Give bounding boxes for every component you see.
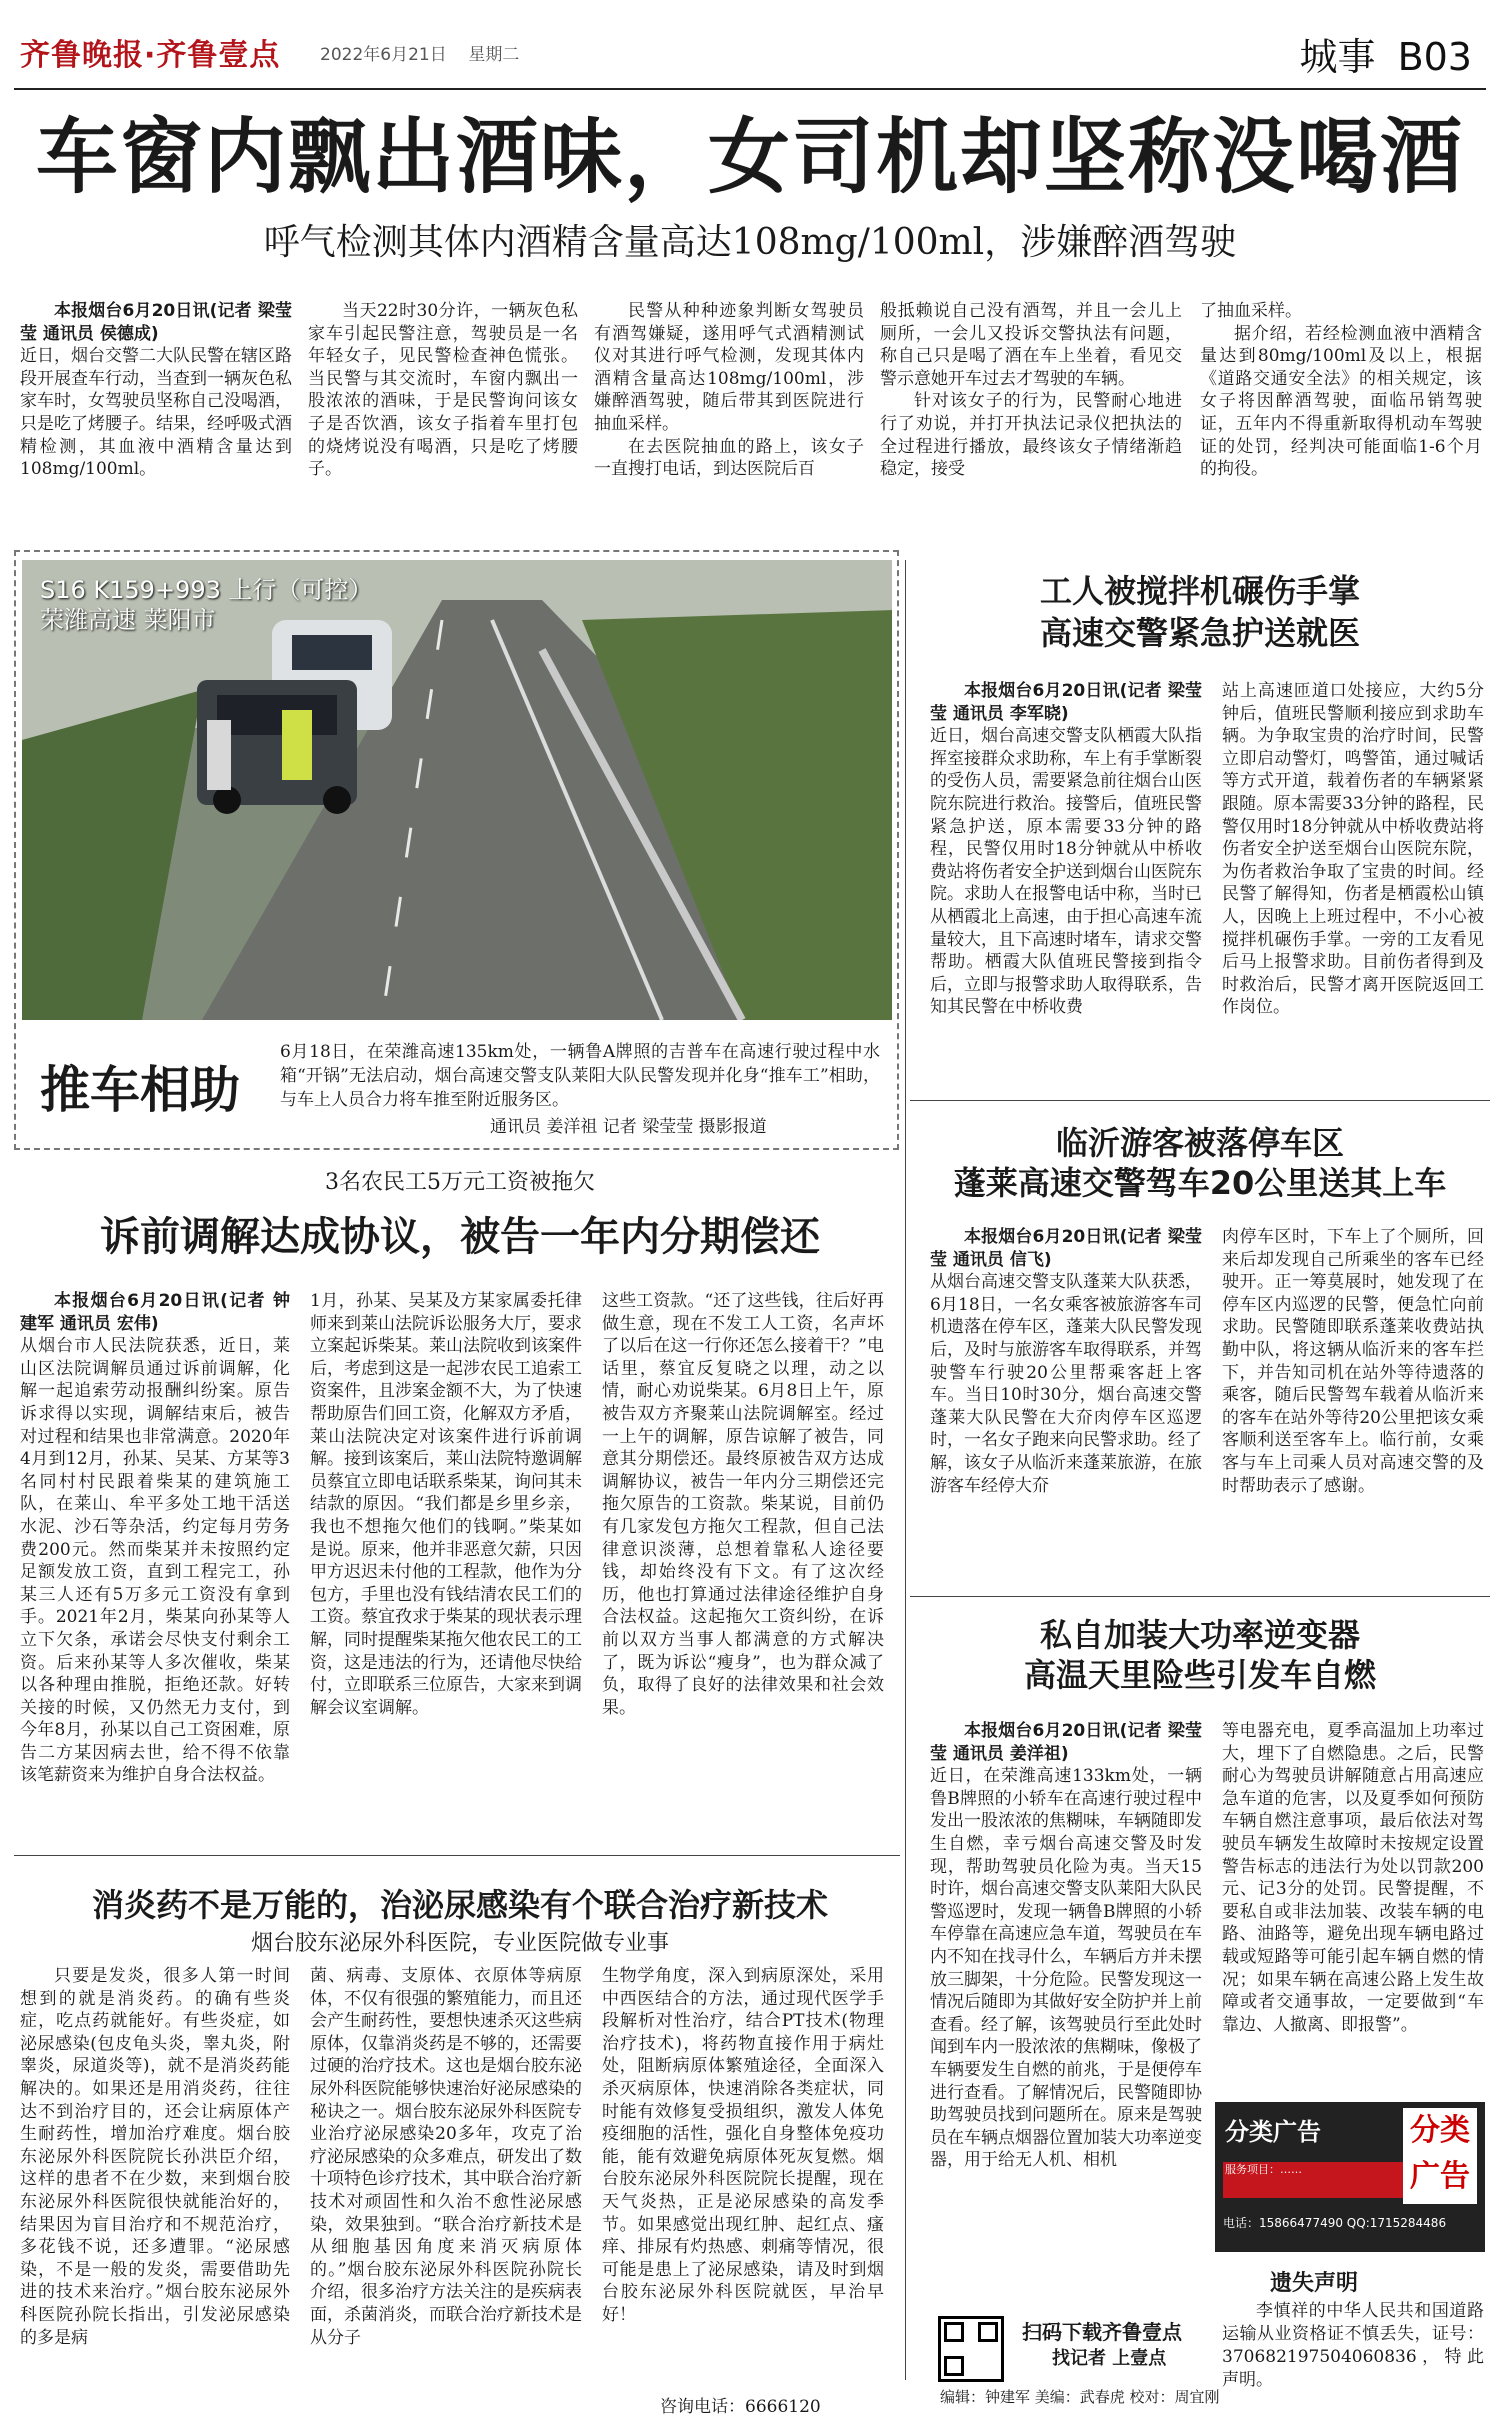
lead-column-5: 了抽血采样。 据介绍，若经检测血液中酒精含量达到80mg/100ml及以上，根据《道路交通安全法》的相关规定，该女子将因醉酒驾驶，面临吊销驾驶证，五年内不得重新取得机动车驾驶证的处罚，经判决可能面临1-6个月的拘役。: [1200, 301, 1482, 480]
story2-column-1: 本报烟台6月20日讯(记者 梁莹莹 通讯员 李军晓) 近日，烟台高速交警支队栖霞大队指挥室接群众求助称，车上有手掌断裂的受伤人员，需要紧急前往烟台山医院东院进行救治。接警后，值班民警紧急护送，原本需要33分钟的路程，民警仅用时18分钟就从中桥收费站将伤者安全护送到烟台山医院东院。求助人在报警电话中称，当时已从栖霞北上高速，由于担心高速车流量较大，且下高速时堵车，请求交警帮助。栖霞大队值班民警接到指令后，立即与报警求助人取得联系，告知其民警在中桥收费: [930, 681, 1202, 1018]
story6-subtitle: 烟台胶东泌尿外科医院，专业医院做专业事: [250, 1931, 669, 1956]
story4-column-3: 这些工资款。“还了这些钱，往后好再做生意，现在不发工人工资，名声坏了以后在这一行你还怎么接着干？”电话里，蔡宜反复晓之以理，动之以情，耐心劝说柴某。6月8日上午，原被告双方齐聚莱山法院调解室。经过一上午的调解，原告谅解了被告，同意其分期偿还。最终原被告双方达成调解协议，被告一年内分三期偿还完拖欠原告的工资款。柴某说，目前仍有几家发包方拖欠工程款，但自己法律意识淡薄，总想着靠私人途径要钱，却始终没有下文。有了这次经历，他也打算通过法律途径维护自身合法权益。这起拖欠工资纠纷，在诉前以双方当事人都满意的方式解决了，既为诉讼“瘦身”，也为群众减了负，取得了良好的法律效果和社会效果。: [602, 1291, 884, 1718]
photo-title: 推车相助: [40, 1061, 240, 1119]
photo-caption: 6月18日，在荣潍高速135km处，一辆鲁A牌照的吉普车在高速行驶过程中水箱“开锅”无法启动，烟台高速交警支队莱阳大队民警发现并化身“推车工”相助，与车上人员合力将车推至附近服务区。: [280, 1042, 880, 1110]
scan-subtitle: 找记者 上壹点: [1052, 2348, 1167, 2369]
story4-kicker: 3名农民工5万元工资被拖欠: [325, 1170, 595, 1195]
story3-title-1: 临沂游客被落停车区: [1055, 1124, 1344, 1162]
section-label: [1300, 26, 1472, 81]
story5-column-2: 等电器充电，夏季高温加上功率过大，埋下了自燃隐患。之后，民警耐心为驾驶员讲解随意占用高速应急车道的危害，以及夏季如何预防车辆自燃注意事项，最后依法对驾驶员车辆发生故障时未按规定设置警告标志的违法行为处以罚款200元、记3分的处罚。民警提醒，不要私自或非法加装、改装车辆的电路、油路等，避免出现车辆电路过载或短路等可能引起车辆自燃的情况；如果车辆在高速公路上发生故障或者交通事故，一定要做到“车靠边、人撤离、即报警”。: [1222, 1721, 1484, 2035]
qr-code-icon[interactable]: [938, 2316, 1004, 2382]
lead-byline: 本报烟台6月20日讯(记者 梁莹莹 通讯员 侯德成): [20, 301, 292, 344]
story2-title-2: 高速交警紧急护送就医: [1039, 614, 1360, 652]
camera-overlay-location: 荣潍高速 莱阳市: [40, 606, 216, 634]
story2-column-2: 站上高速匝道口处接应，大约5分钟后，值班民警顺利接应到求助车辆。为争取宝贵的治疗时间，民警立即启动警灯，鸣警笛，通过喊话等方式开道，载着伤者的车辆紧紧跟随。原本需要33分钟的路程，民警仅用时18分钟就从中桥收费站将伤者安全护送至烟台山医院东院，为伤者救治争取了宝贵的时间。经民警了解得知，伤者是栖霞松山镇人，因晚上上班过程中，不小心被搅拌机碾伤手掌。一旁的工友看见后马上报警求助。目前伤者得到及时救治后，民警才离开医院返回工作岗位。: [1222, 681, 1484, 1018]
story4-column-1: 本报烟台6月20日讯(记者 钟建军 通讯员 宏伟) 从烟台市人民法院获悉，近日，莱山区法院调解员通过诉前调解，化解一起追索劳动报酬纠纷案。原告诉求得以实现，调解结束后，被告对过程和结果也非常满意。2020年4月到12月，孙某、吴某、方某等3名同村村民跟着柴某的建筑施工队，在莱山、牟平多处工地干活送水泥、沙石等杂活，约定每月劳务费200元。然而柴某并未按照约定足额发放工资，直到工程完工，孙某三人还有5万多元工资没有拿到手。2021年2月，柴某向孙某等人立下欠条，承诺会尽快支付剩余工资。后来孙某等人多次催收，柴某以各种理由推脱，拒绝还款。好转关接的时候，又仍然无力支付，到今年8月，孙某以自己工资困难，原告二方某因病去世，给不得不依靠该笔薪资来为维护自身合法权益。: [20, 1291, 290, 1786]
story5-column-1: 本报烟台6月20日讯(记者 梁莹莹 通讯员 姜洋祖) 近日，在荣潍高速133km处，一辆鲁B牌照的小轿车在高速行驶过程中发出一股浓浓的焦糊味，车辆随即发生自燃，幸亏烟台高速交警及时发现，帮助驾驶员化险为夷。当天15时许，烟台高速交警支队莱阳大队民警巡逻时，发现一辆鲁B牌照的小轿车停靠在高速应急车道，驾驶员在车内不知在找寻什么，车辆后方并未摆放三脚架，十分危险。民警发现这一情况后随即为其做好安全防护并上前查看。经了解，该驾驶员行至此处时闻到车内一股浓浓的焦糊味，像极了车辆要发生自燃的前兆，于是便停车进行查看。了解情况后，民警随即协助驾驶员找到问题所在。原来是驾驶员在车辆点烟器位置加装大功率逆变器，用于给无人机、相机: [930, 1721, 1202, 2171]
story6-column-1: 只要是发炎，很多人第一时间想到的就是消炎药。的确有些炎症，吃点药就能好。有些炎症，如泌尿感染(包皮龟头炎，睾丸炎，附睾炎，尿道炎等)，就不是消炎药能解决的。如果还是用消炎药，往往达不到治疗目的，还会让病原体产生耐药性，增加治疗难度。烟台胶东泌尿外科医院院长孙洪臣介绍，这样的患者不在少数，来到烟台胶东泌尿外科医院很快就能治好的，结果因为盲目治疗和不规范治疗，多花钱不说，还多遭罪。“泌尿感染，不是一般的发炎，需要借助先进的技术来治疗。”烟台胶东泌尿外科医院孙院长指出，引发泌尿感染的多是病: [20, 1966, 290, 2348]
lead-column-3: 民警从种种迹象判断女驾驶员有酒驾嫌疑，遂用呼气式酒精测试仪对其进行呼气检测，发现其体内酒精含量高达108mg/100ml，涉嫌醉酒驾驶，随后带其到医院进行抽血采样。 在去医院抽血的路上，该女子一直搜打电话，到达医院后百: [594, 301, 864, 480]
masthead-logo: 齐鲁晚报·齐鲁壹点: [20, 38, 281, 73]
lead-column-1: 本报烟台6月20日讯(记者 梁莹莹 通讯员 侯德成) 近日，烟台交警二大队民警在辖区路段开展查车行动，当查到一辆灰色私家车时，女驾驶员坚称自己没喝酒，只是吃了烤腰子。结果，经呼吸式酒精检测，其血液中酒精含量达到108mg/100ml。: [20, 301, 292, 480]
story4-title: 诉前调解达成协议，被告一年内分期偿还: [100, 1214, 820, 1260]
lead-headline: 车窗内飘出酒味，女司机却坚称没喝酒: [35, 110, 1464, 205]
paper-name: 齐鲁晚报: [20, 38, 144, 73]
ad-strip: 服务项目：……: [1223, 2162, 1403, 2198]
story2-title-1: 工人被搅拌机碾伤手掌: [1039, 572, 1360, 610]
story2-byline: 本报烟台6月20日讯(记者 梁莹莹 通讯员 李军晓): [930, 681, 1202, 724]
notice-body: 李慎祥的中华人民共和国道路运输从业资格证不慎丢失，证号：37068219750406083​6，特此声明。: [1222, 2301, 1484, 2390]
story4-byline: 本报烟台6月20日讯(记者 钟建军 通讯员 宏伟): [20, 1291, 290, 1334]
story5-byline: 本报烟台6月20日讯(记者 梁莹莹 通讯员 姜洋祖): [930, 1721, 1202, 1764]
lead-column-4: 般抵赖说自己没有酒驾，并且一会儿上厕所，一会儿又投诉交警执法有问题，称自己只是喝了酒在车上坐着，看见交警示意她开车过去才驾驶的车辆。 针对该女子的行为，民警耐心地进行了劝说，并打开执法记录仪把执法的全过程进行播放，最终该女子情绪渐趋稳定，接受: [880, 301, 1182, 480]
ad-badge: 分类 广告: [1403, 2108, 1477, 2204]
story6-column-3: 生物学角度，深入到病原深处，采用中西医结合的方法，通过现代医学手段解析对性治疗，结合PT技术(物理治疗技术)，将药物直接作用于病灶处，阻断病原体繁殖途径，全面深入杀灭病原体，快速消除各类症状，同时能有效修复受损组织，激发人体免疫细胞的活性，强化自身整体免疫功能，能有效避免病原体死灰复燃。烟台胶东泌尿外科医院院长提醒，现在天气炎热，正是泌尿感染的高发季节。如果感觉出现红肿、起红点、瘙痒、排尿有灼热感、刺痛等情况，很可能是患上了泌尿感染，请及时到烟台胶东泌尿外科医院就医，早治早好！: [602, 1966, 884, 2325]
story3-title-2: 蓬莱高速交警驾车20公里送其上车: [953, 1164, 1447, 1202]
story3-column-1: 本报烟台6月20日讯(记者 梁莹莹 通讯员 信飞) 从烟台高速交警支队蓬莱大队获悉，6月18日，一名女乘客被旅游客车司机遗落在停车区，蓬莱大队民警发现后，及时与旅游客车取得联系，并驾驶警车行驶20公里帮乘客赶上客车。当日10时30分，烟台高速交警蓬莱大队民警在大夼肉停车区巡逻时，一名女子跑来向民警求助。经了解，该女子从临沂来蓬莱旅游，在旅游客车经停大夼: [930, 1227, 1202, 1496]
story6-column-2: 菌、病毒、支原体、衣原体等病原体，不仅有很强的繁殖能力，而且还会产生耐药性，要想快速杀灭这些病原体，仅靠消炎药是不够的，还需要过硬的治疗技术。这也是烟台胶东泌尿外科医院能够快速治好泌尿感染的秘诀之一。烟台胶东泌尿外科医院专业治疗泌尿感染20多年，攻克了治疗泌尿感染的众多难点，研发出了数十项特色诊疗技术，其中联合治疗新技术对顽固性和久治不愈性泌尿感染，效果独到。“联合治疗新技术是从细胞基因角度来消灭病原体的。”烟台胶东泌尿外科医院孙院长介绍，很多治疗方法关注的是疾病表面，杀菌消炎，而联合治疗新技术是从分子: [310, 1966, 582, 2348]
story3-byline: 本报烟台6月20日讯(记者 梁莹莹 通讯员 信飞): [930, 1227, 1202, 1270]
top-rule: [14, 88, 1486, 90]
notice-title: 遗失声明: [1270, 2271, 1359, 2296]
story5-title-1: 私自加装大功率逆变器: [1039, 1616, 1360, 1654]
scan-title: 扫码下载齐鲁壹点: [1022, 2320, 1182, 2344]
section-name: 城事: [1299, 35, 1376, 79]
classified-ad: [1215, 2102, 1485, 2252]
page-number: B03: [1397, 35, 1472, 79]
story5-title-2: 高温天里险些引发车自燃: [1023, 1656, 1376, 1694]
lead-subhead: 呼气检测其体内酒精含量高达108mg/100ml，涉嫌醉酒驾驶: [263, 222, 1237, 263]
traffic-camera-photo: [22, 560, 892, 1020]
story4-column-2: 1月，孙某、吴某及方某家属委托律师来到莱山法院诉讼服务大厅，要求立案起诉柴某。莱山法院收到该案件后，考虑到这是一起涉农民工追索工资案件，且涉案金额不大，为了快速帮助原告们回工资，化解双方矛盾，莱山法院决定对该案件进行诉前调解。接到该案后，莱山法院特邀调解员蔡宜立即电话联系柴某，询问其未结款的原因。“我们都是乡里乡亲，我也不想拖欠他们的钱啊。”柴某如是说。原来，他并非恶意欠薪，只因甲方迟迟未付他的工程款，他作为分包方，手里也没有钱结清农民工们的工资。蔡宜孜求于柴某的现状表示理解，同时提醒柴某拖欠他农民工的工资，这是违法的行为，还请他尽快给付，立即联系三位原告，大家来到调解会议室调解。: [310, 1291, 582, 1718]
ad-title: 分类广告: [1225, 2118, 1321, 2146]
story6-title: 消炎药不是万能的，治泌尿感染有个联合治疗新技术: [91, 1886, 828, 1924]
ad-phone: 电话：15866477490 QQ:1715284486: [1223, 2216, 1447, 2230]
editor-credits: 编辑：钟建军 美编：武春虎 校对：周宜刚: [940, 2388, 1220, 2406]
photo-credit: 通讯员 姜洋祖 记者 梁莹莹 摄影报道: [490, 1117, 767, 1137]
lead-column-2: 当天22时30分许，一辆灰色私家车引起民警注意，驾驶员是一名年轻女子，见民警检查神色慌张。当民警与其交流时，车窗内飘出一股浓浓的酒味，于是民警询问该女子是否饮酒，该女子指着车里打包的烧烤说没有喝酒，只是吃了烤腰子。: [308, 301, 578, 480]
hotline: 咨询电话：6666120: [660, 2397, 821, 2417]
brand-name: 齐鲁壹点: [156, 38, 281, 73]
camera-overlay-text: S16 K159+993 上行（可控）: [40, 576, 373, 604]
issue-date: 2022年6月21日 星期二: [320, 45, 520, 65]
story3-column-2: 肉停车区时，下车上了个厕所，回来后却发现自己所乘坐的客车已经驶开。正一筹莫展时，她发现了在停车区内巡逻的民警，便急忙向前求助。民警随即联系蓬莱收费站执勤中队，将这辆从临沂来的客车拦下，并告知司机在站外等待遗落的乘客，随后民警驾车载着从临沂来的客车在站外等待20公里把该女乘客顺利送至客车上。临行前，女乘客与车上司乘人员对高速交警的及时帮助表示了感谢。: [1222, 1227, 1484, 1496]
